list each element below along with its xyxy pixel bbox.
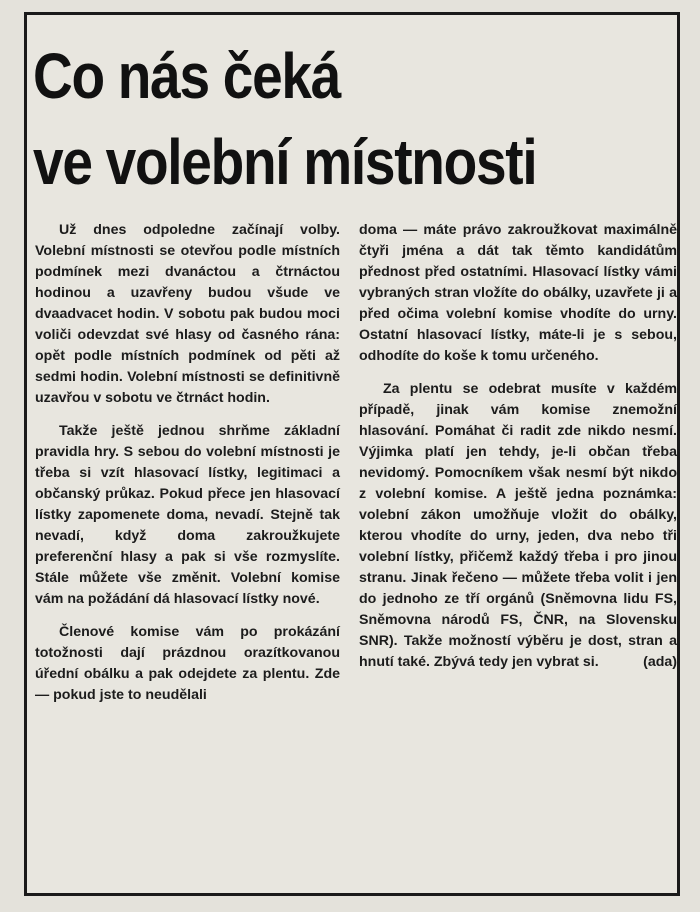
paragraph: Takže ještě jednou shrňme základní pravidla hry. S sebou do volební místnosti je třeba si vzít hlasovací lístky, legitimaci a občanský průkaz. Pokud přece jen hlasovací lístky zapomenete doma, nevadí. Stejně tak nevadí, když doma zakroužkujete preferenční hlasy a pak si vše rozmyslíte. Stále můžete vše změnit. Volební komise vám na požádání dá hlasovací lístky nové. — [35, 423, 340, 607]
paragraph-continued: doma — máte právo zakroužkovat maximálně čtyři jména a dát tak těmto kandidátům přednost před ostatními. Hlasovací lístky vámi vybraných stran vložíte do obálky, uzavřete ji a před očima volební komise vhodíte do urny. Ostatní hlasovací lístky, máte-li je s sebou, odhodíte do koše k tomu určeného. — [359, 222, 677, 364]
headline — [33, 33, 587, 205]
paragraph: Členové komise vám po prokázání totožnosti dají prázdnou orazítkovanou úřední obálku a pak odejdete za plentu. Zde — pokud jste to neudělali — [35, 624, 340, 703]
author-signature: (ada) — [643, 654, 677, 670]
paragraph — [359, 379, 677, 673]
article-frame — [24, 12, 680, 896]
column-divider — [347, 223, 348, 893]
left-column — [35, 220, 340, 706]
paragraph-text: Za plentu se odebrat musíte v každém případě, jinak vám komise znemožní hlasování. Pomáhat či radit zde nikdo nesmí. Výjimka platí jen tehdy, je-li občan třeba nevidomý. Pomocníkem však nesmí být nikdo z volební komise. A ještě jedna poznámka: volební zákon umožňuje vložit do obálky, kterou vhodíte do urny, jeden, dva nebo tři volební lístky, přičemž každý třeba i pro jinou stranu. Jinak řečeno — můžete třeba volit i jen do jednoho ze tří orgánů (Sněmovna lidu FS, Sněmovna národů FS, ČNR, na Slovensku SNR). Takže možností výběru je dost, stran a hnutí také. Zbývá tedy jen vybrat si. — [359, 381, 677, 670]
headline-line-1: Co nás čeká — [33, 40, 341, 112]
headline-line-2: ve volební místnosti — [33, 126, 537, 198]
right-column — [359, 220, 677, 673]
paragraph: Už dnes odpoledne začínají volby. Volební místnosti se otevřou podle místních podmínek mezi dvanáctou a čtrnáctou hodinou a uzavřeny budou všude ve dvaadvacet hodin. V sobotu pak budou moci voliči odevzdat své hlasy od časného rána: opět podle místních podmínek od pěti až sedmi hodin. Volební místnosti se definitivně uzavřou v sobotu ve čtrnáct hodin. — [35, 222, 340, 406]
